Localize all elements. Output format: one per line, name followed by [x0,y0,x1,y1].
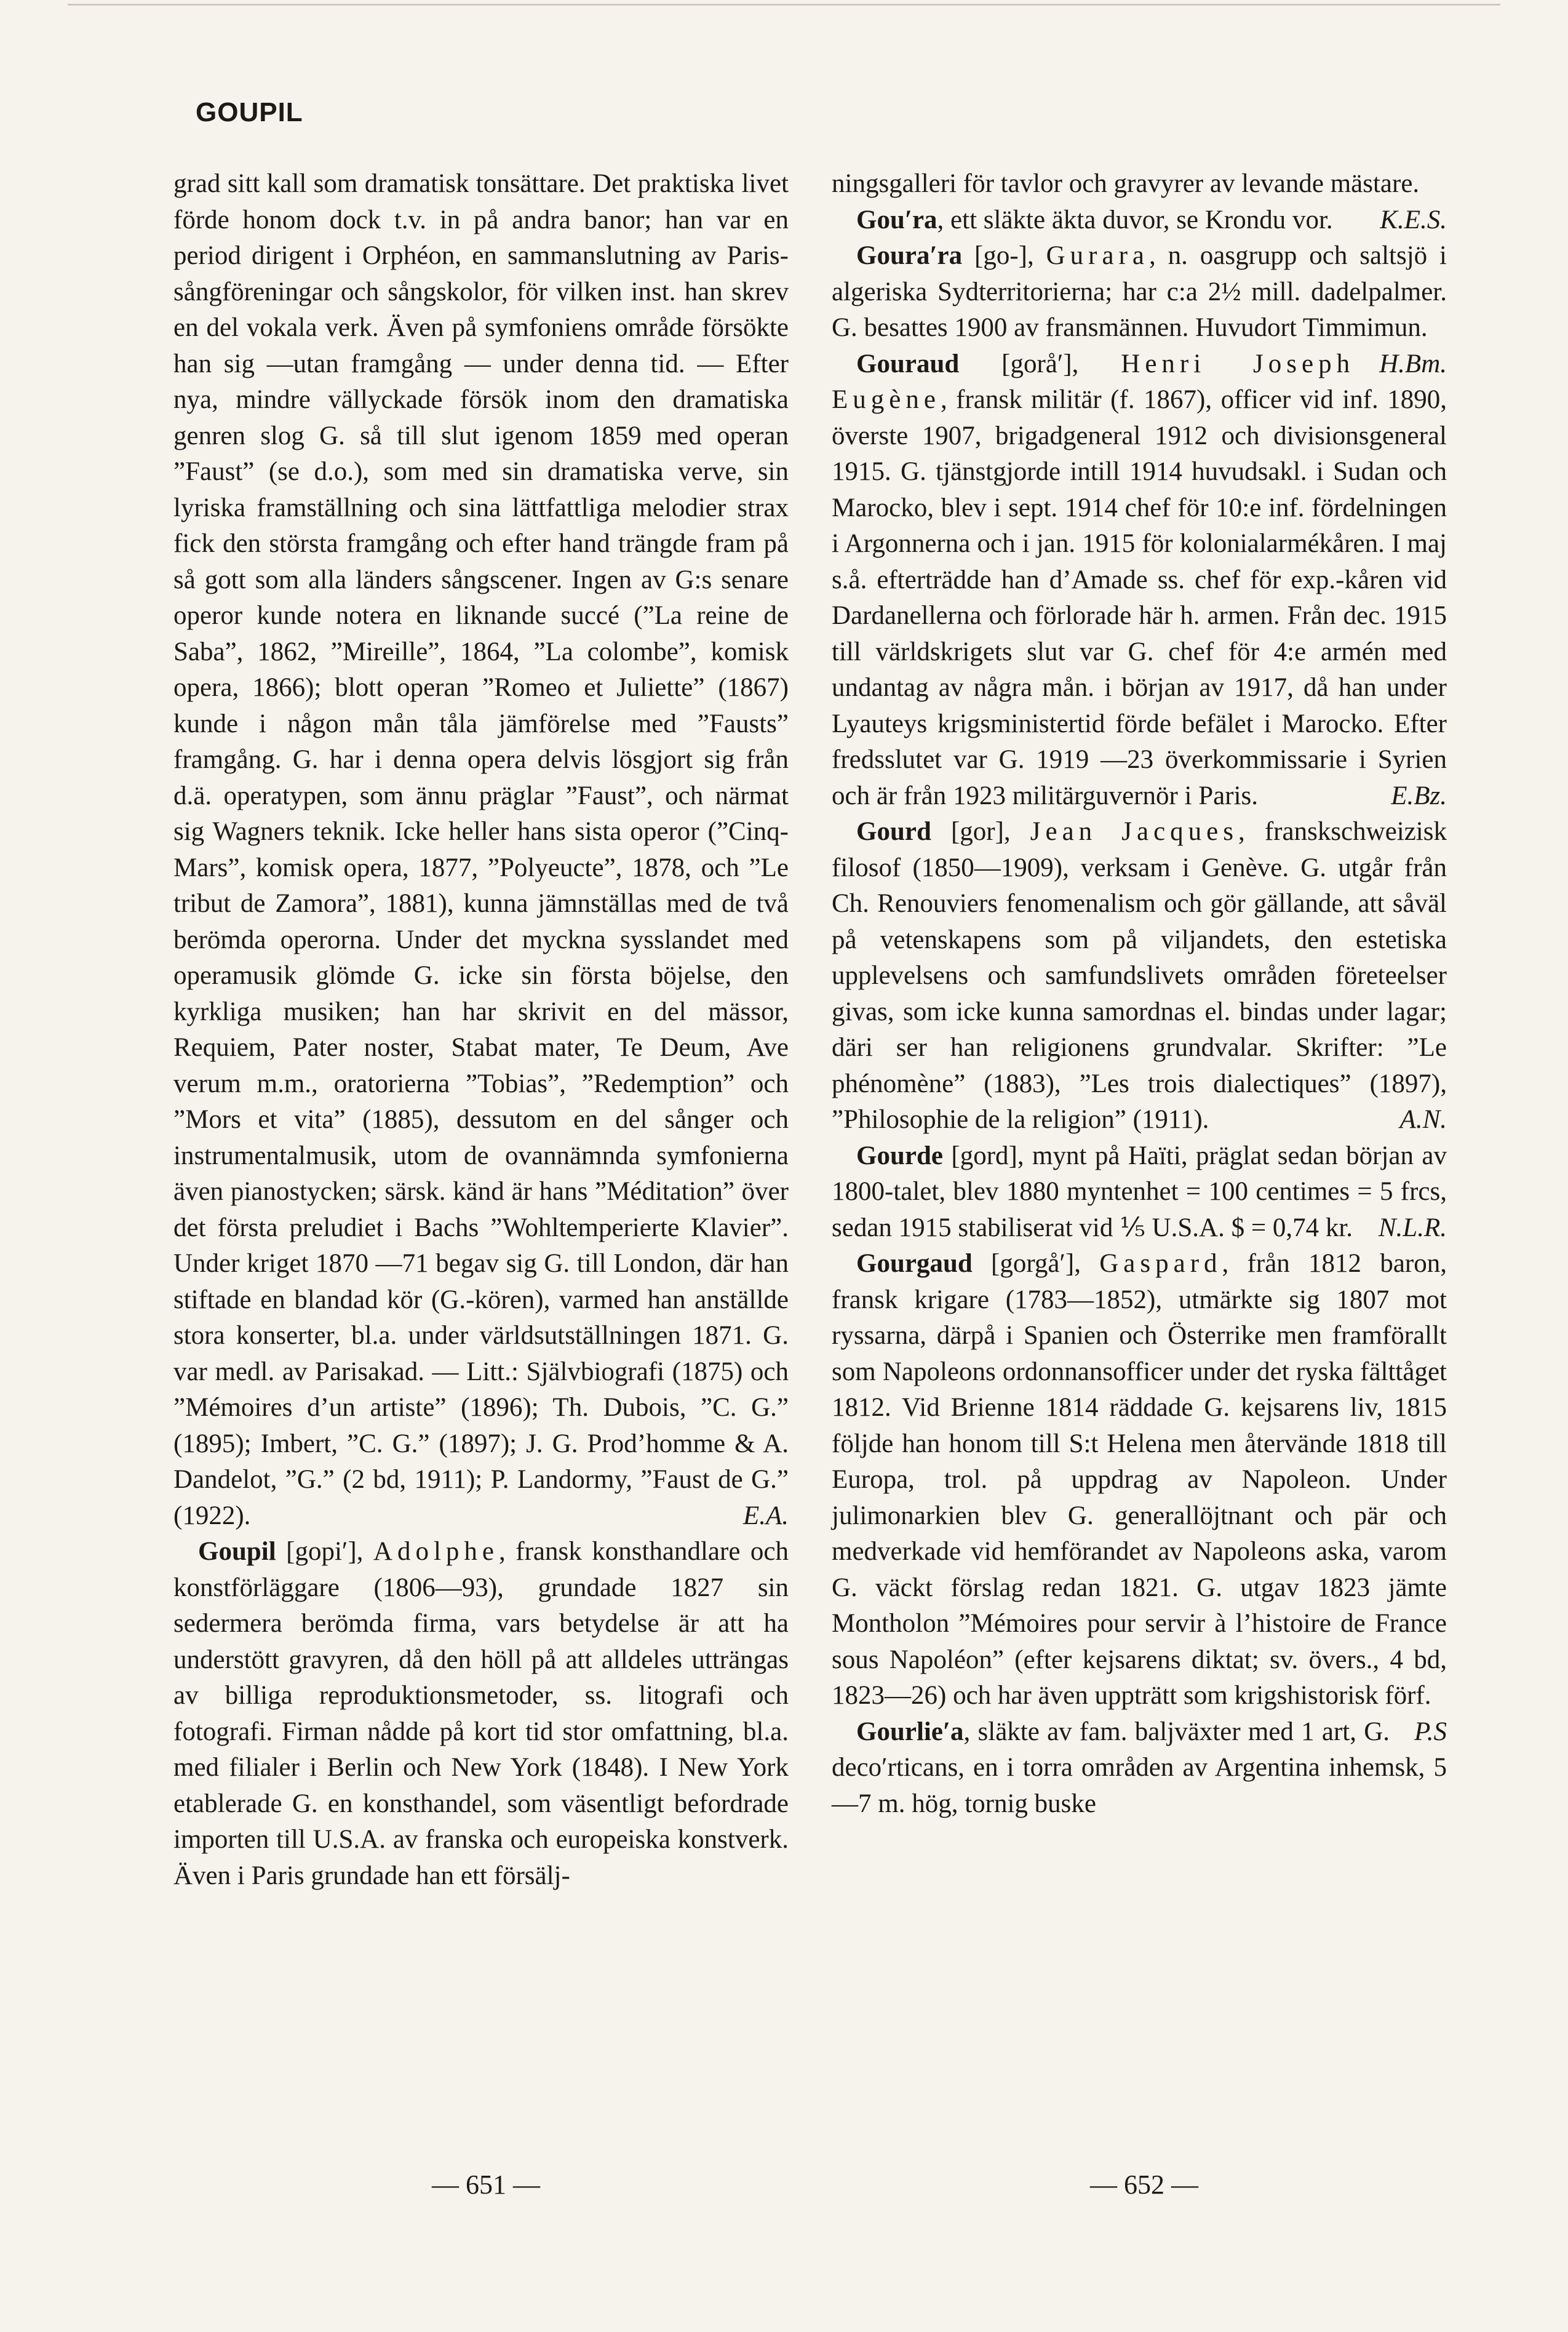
entry-text: grad sitt kall som dramatisk tonsättare. Det praktiska livet förde honom dock t.v. in på andra banor; han var en period dirigent i Orphéon, en sammanslutning av Paris-sångföreningar och sångskolor, för vilken inst. han skrev en del vokala verk. Även på symfoniens område försökte han sig —utan framgång — under denna tid. — Efter nya, mindre vällyckade försök inom den dramatiska genren slog G. så till slut igenom 1859 med operan ”Faust” (se d.o.), som med sin dramatiska verve, sin lyriska framställning och sina lättfattliga melodier strax fick den största framgång och efter hand trängde fram på så gott som alla länders sångscener. Ingen av G:s senare operor kunde notera en liknande succé (”La reine de Saba”, 1862, ”Mireille”, 1864, ”La colombe”, komisk opera, 1866); blott operan ”Romeo et Juliette” (1867) kunde i någon mån tåla jämförelse med ”Fausts” framgång. G. har i denna opera delvis lösgjort sig från d.ä. operatypen, som ännu präglar ”Faust”, och närmat sig Wagners teknik. Icke heller hans sista operor (”Cinq-Mars”, komisk opera, 1877, ”Polyeucte”, 1878, och ”Le tribut de Zamora”, 1881), kunna jämnställas med de två berömda operorna. Under det myckna sysslandet med operamusik glömde G. icke sin första böjelse, den kyrkliga musiken; han har skrivit en del mässor, Requiem, Pater noster, Stabat mater, Te Deum, Ave verum m.m., oratorierna ”Tobias”, ”Redemption” och ”Mors et vita” (1885), dessutom en del sånger och instrumentalmusik, utom de ovannämnda symfonierna även pianostycken; särsk. känd är hans ”Méditation” över det första preludiet i Bachs ”Wohltemperierte Klavier”. Under kriget 1870 —71 begav sig G. till London, där han stiftade en blandad kör (G.-kören), varmed han anställde stora konserter, bl.a. under världsutställningen 1871. G. var medl. av Parisakad. — Litt.: Självbiografi (1875) och ”Mémoires d’un artiste” (1896); Th. Dubois, ”C. G.” (1895); Imbert, ”C. G.” (1897); J. G. Prod’homme & A. Dandelot, ”G.” (2 bd, 1911); P. Landormy, ”Faust de G.” (1922). [173,169,789,1530]
entry-name-spaced: Gaspard [1099,1249,1222,1278]
entry-pronunciation: [gorå′], [959,349,1121,378]
entry-pronunciation: , [937,205,951,234]
entry-name-spaced: Gurara [1046,241,1149,270]
top-rule [68,4,1500,6]
entry-text: släkte av fam. baljväxter med 1 art, G. deco′rticans, en i torra områden av Argentina inhemsk, 5—7 m. hög, tornig buske [832,1717,1447,1818]
right-column [832,166,1447,1822]
entry-pronunciation: [gor], [931,817,1030,846]
entry-pronunciation: [gorgå′], [972,1249,1100,1278]
entry-paragraph [832,346,1447,815]
entry-headword: Goura′ra [856,241,963,270]
entry-name-spaced: Jean Jacques [1030,817,1239,846]
entry-text: , franskschweizisk filosof (1850—1909), verksam i Genève. G. utgår från Ch. Renouviers fenomenalism och gör gällande, att såväl på vetenskapens som på viljandets, den estetiska upplevelsens och samfundslivets områden företeelser givas, som icke kunna samordnas el. bindas under lagar; däri ser han religionens grundvalar. Skrifter: ”Le phénomène” (1883), ”Les trois dialectiques” (1897), ”Philosophie de la religion” (1911). [832,817,1447,1134]
entry-headword: Gourlie′a [856,1717,964,1746]
author-signature: P.S [1414,1717,1447,1746]
entry-text: mynt på Haïti, präglat sedan början av 1800-talet, blev 1880 myntenhet = 100 centimes = 5 frcs, sedan 1915 stabiliserat vid ⅕ U.S.A. $ = 0,74 kr. [832,1141,1447,1242]
entry-pronunciation: [gopi′], [276,1537,373,1566]
author-signature: N.L.R. [1378,1213,1447,1242]
entry-headword: Gourgaud [856,1249,973,1278]
entry-headword: Gourd [856,817,931,846]
entry-pronunciation: [go-], [962,241,1046,270]
page-number-left: — 651 — [432,2170,540,2200]
entry-headword: Gouraud [856,349,960,378]
entry-paragraph [173,1534,789,1894]
entry-pronunciation: [gord], [942,1141,1033,1170]
entry-text: , från 1812 baron, fransk krigare (1783—1852), utmärkte sig 1807 mot ryssarna, därpå i Spanien och Österrike men framförallt som Napoleons ordonnansofficer under det ryska fälttåget 1812. Vid Brienne 1814 räddade G. kejsarens liv, 1815 följde han honom till S:t Helena men återvände 1818 till Europa, trol. på uppdrag av Napoleon. Under julimonarkien blev G. generallöjtnant och pär och medverkade vid hemförandet av Napoleons aska, varom G. väckt förslag redan 1821. G. utgav 1823 jämte Montholon ”Mémoires pour servir à l’histoire de France sous Napoléon” (efter kejsarens diktat; sv. övers., 4 bd, 1823—26) och har även uppträtt som krigshistorisk förf. [832,1249,1447,1710]
entry-text: ningsgalleri för tavlor och gravyrer av levande mästare. [832,169,1420,198]
entry-headword: Gou′ra [856,205,937,234]
running-head: GOUPIL [196,97,303,127]
entry-text: , fransk militär (f. 1867), officer vid inf. 1890, överste 1907, brigadgeneral 1912 och divisionsgeneral 1915. G. tjänstgjorde intill 1914 huvudsakl. i Sudan och Marocko, blev i sept. 1914 chef för 10:e inf. fördelningen i Argonnerna och i jan. 1915 för kolonialarmékåren. I maj s.å. efterträdde han d’Amade ss. chef för exp.-kåren vid Dardanellerna och förlorade här h. armen. Från dec. 1915 till världskrigets slut var G. chef för 4:e armén med undantag av några mån. i början av 1917, då han under Lyauteys krigsministertid förde befälet i Marocko. Efter fredsslutet var G. 1919 —23 överkommissarie i Syrien och är från 1923 militärguvernör i Paris. [832,385,1447,810]
entry-pronunciation: , [963,1717,978,1746]
entry-paragraph [832,814,1447,1138]
entry-text: , n. oasgrupp och saltsjö i algeriska Sydterritorierna; har c:a 2½ mill. dadelpalmer. G. besattes 1900 av fransmännen. Huvudort Timmimun. [832,241,1447,342]
author-signature: H.Bm. [1379,349,1447,378]
entry-text: , fransk konsthandlare och konstförläggare (1806—93), grundade 1827 sin sedermera berömda firma, vars betydelse är att ha understött gravyren, då den höll på att alldeles utträngas av billiga reproduktionsmetoder, ss. litografi och fotografi. Firman nådde på kort tid stor omfattning, bl.a. med filialer i Berlin och New York (1848). I New York etablerade G. en konsthandel, som väsentligt befordrade importen till U.S.A. av franska och europeiska konstverk. Även i Paris grundade han ett försälj- [173,1537,789,1890]
entry-paragraph [832,1714,1447,1823]
author-signature: E.A. [742,1501,789,1530]
entry-paragraph [832,1138,1447,1247]
entry-paragraph [832,202,1447,239]
entry-text: ett släkte äkta duvor, se Krondu vor. [950,205,1333,234]
entry-headword: Gourde [856,1141,943,1170]
page-number-right: — 652 — [1090,2170,1198,2200]
entry-name-spaced: Adolphe [373,1537,499,1566]
entry-name-spaced: Henri Joseph Eugène [832,349,1355,414]
author-signature: A.N. [1399,1105,1447,1134]
continued-paragraph [173,166,789,1534]
left-column [173,166,789,1894]
entry-headword: Goupil [198,1537,276,1566]
author-signature: E.Bz. [1391,781,1447,810]
author-signature: K.E.S. [1380,205,1447,234]
